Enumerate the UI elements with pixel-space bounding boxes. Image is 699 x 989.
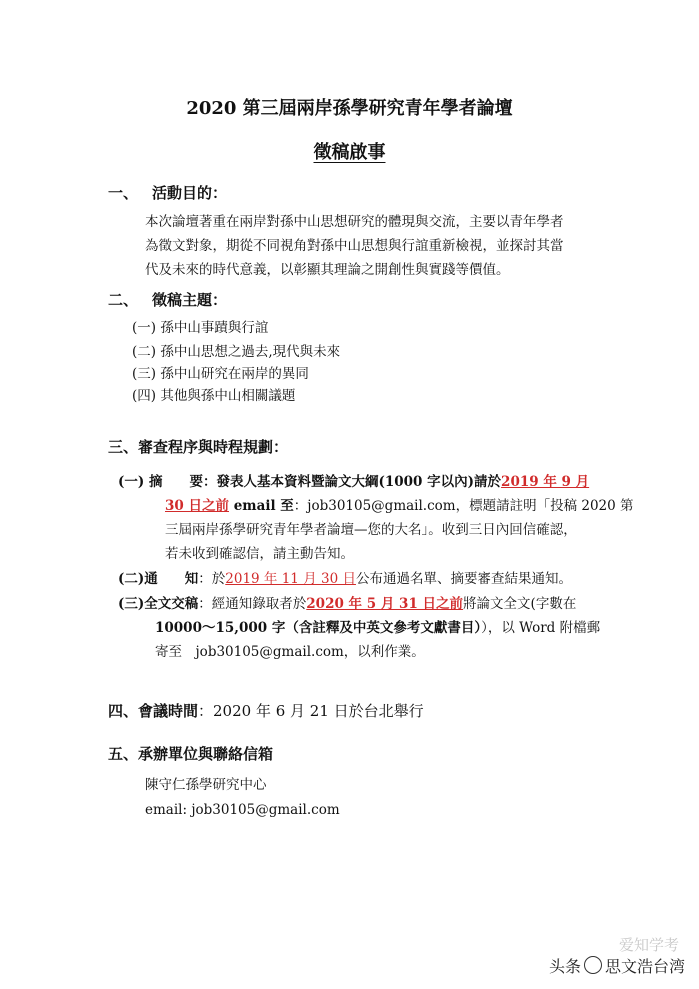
topic-item-4: (四) 其他與孫中山相關議題 (132, 388, 296, 404)
section-2-number: 二、 (108, 291, 139, 309)
contact-email: email: job30105@gmail.com (145, 802, 340, 818)
document-title: 2020 第三屆兩岸孫學研究青年學者論壇 (186, 98, 513, 119)
submission-line-1: (三)全文交稿：經通知錄取者於2020 年 5 月 31 日之前將論文全文(字數在 (118, 596, 577, 612)
submission-line-2: 10000～15,000 字（含註釋及中英文參考文獻書目）），以 Word 附檔郵 (155, 620, 601, 636)
section-2-heading: 徵稿主題： (152, 291, 228, 309)
abstract-line-2: 30 日之前 email 至：job30105@gmail.com，標題請註明「投稿 2020 第 (165, 498, 634, 514)
section-5-heading: 承辦單位與聯絡信箱 (138, 745, 274, 763)
section-1-heading: 活動目的： (152, 184, 228, 202)
watermark-logo-icon (584, 956, 602, 974)
topic-item-2: (二) 孫中山思想之過去,現代與未來 (132, 344, 341, 360)
topic-item-3: (三) 孫中山研究在兩岸的異同 (132, 366, 309, 382)
submission-line-3: 寄至 job30105@gmail.com，以利作業。 (155, 644, 425, 660)
section-4-number: 四、 (108, 702, 139, 720)
abstract-line-4: 若未收到確認信，請主動告知。 (165, 546, 354, 562)
section-1-number: 一、 (108, 184, 139, 202)
watermark: 头条 思文浩台湾 (548, 957, 685, 976)
abstract-line-1: (一) 摘 要：發表人基本資料暨論文大綱(1000 字以內)請於2019 年 9 月 (118, 474, 590, 490)
section-1-line-1: 本次論壇著重在兩岸對孫中山思想研究的體現與交流，主要以青年學者 (145, 214, 564, 230)
watermark-overlay: 爱知学考 (618, 936, 679, 954)
section-3-heading: 審查程序與時程規劃： (138, 438, 289, 456)
topic-item-1: (一) 孫中山事蹟與行誼 (132, 320, 269, 336)
section-1-line-3: 代及未來的時代意義，以彰顯其理論之開創性與實踐等價值。 (145, 262, 510, 278)
notice-line: (二)通 知：於2019 年 11 月 30 日公布通過名單、摘要審查結果通知。 (118, 571, 572, 587)
abstract-line-3: 三屆兩岸孫學研究青年學者論壇—您的大名」。收到三日內回信確認， (165, 522, 577, 538)
section-1-line-2: 為徵文對象，期從不同視角對孫中山思想與行誼重新檢視，並探討其當 (145, 238, 564, 254)
section-5-number: 五、 (108, 745, 139, 763)
document-subtitle: 徵稿啟事 (313, 142, 386, 163)
organizer-name: 陳守仁孫學研究中心 (145, 777, 267, 793)
section-3-number: 三、 (108, 438, 139, 456)
meeting-time: 會議時間：2020 年 6 月 21 日於台北舉行 (138, 702, 424, 720)
